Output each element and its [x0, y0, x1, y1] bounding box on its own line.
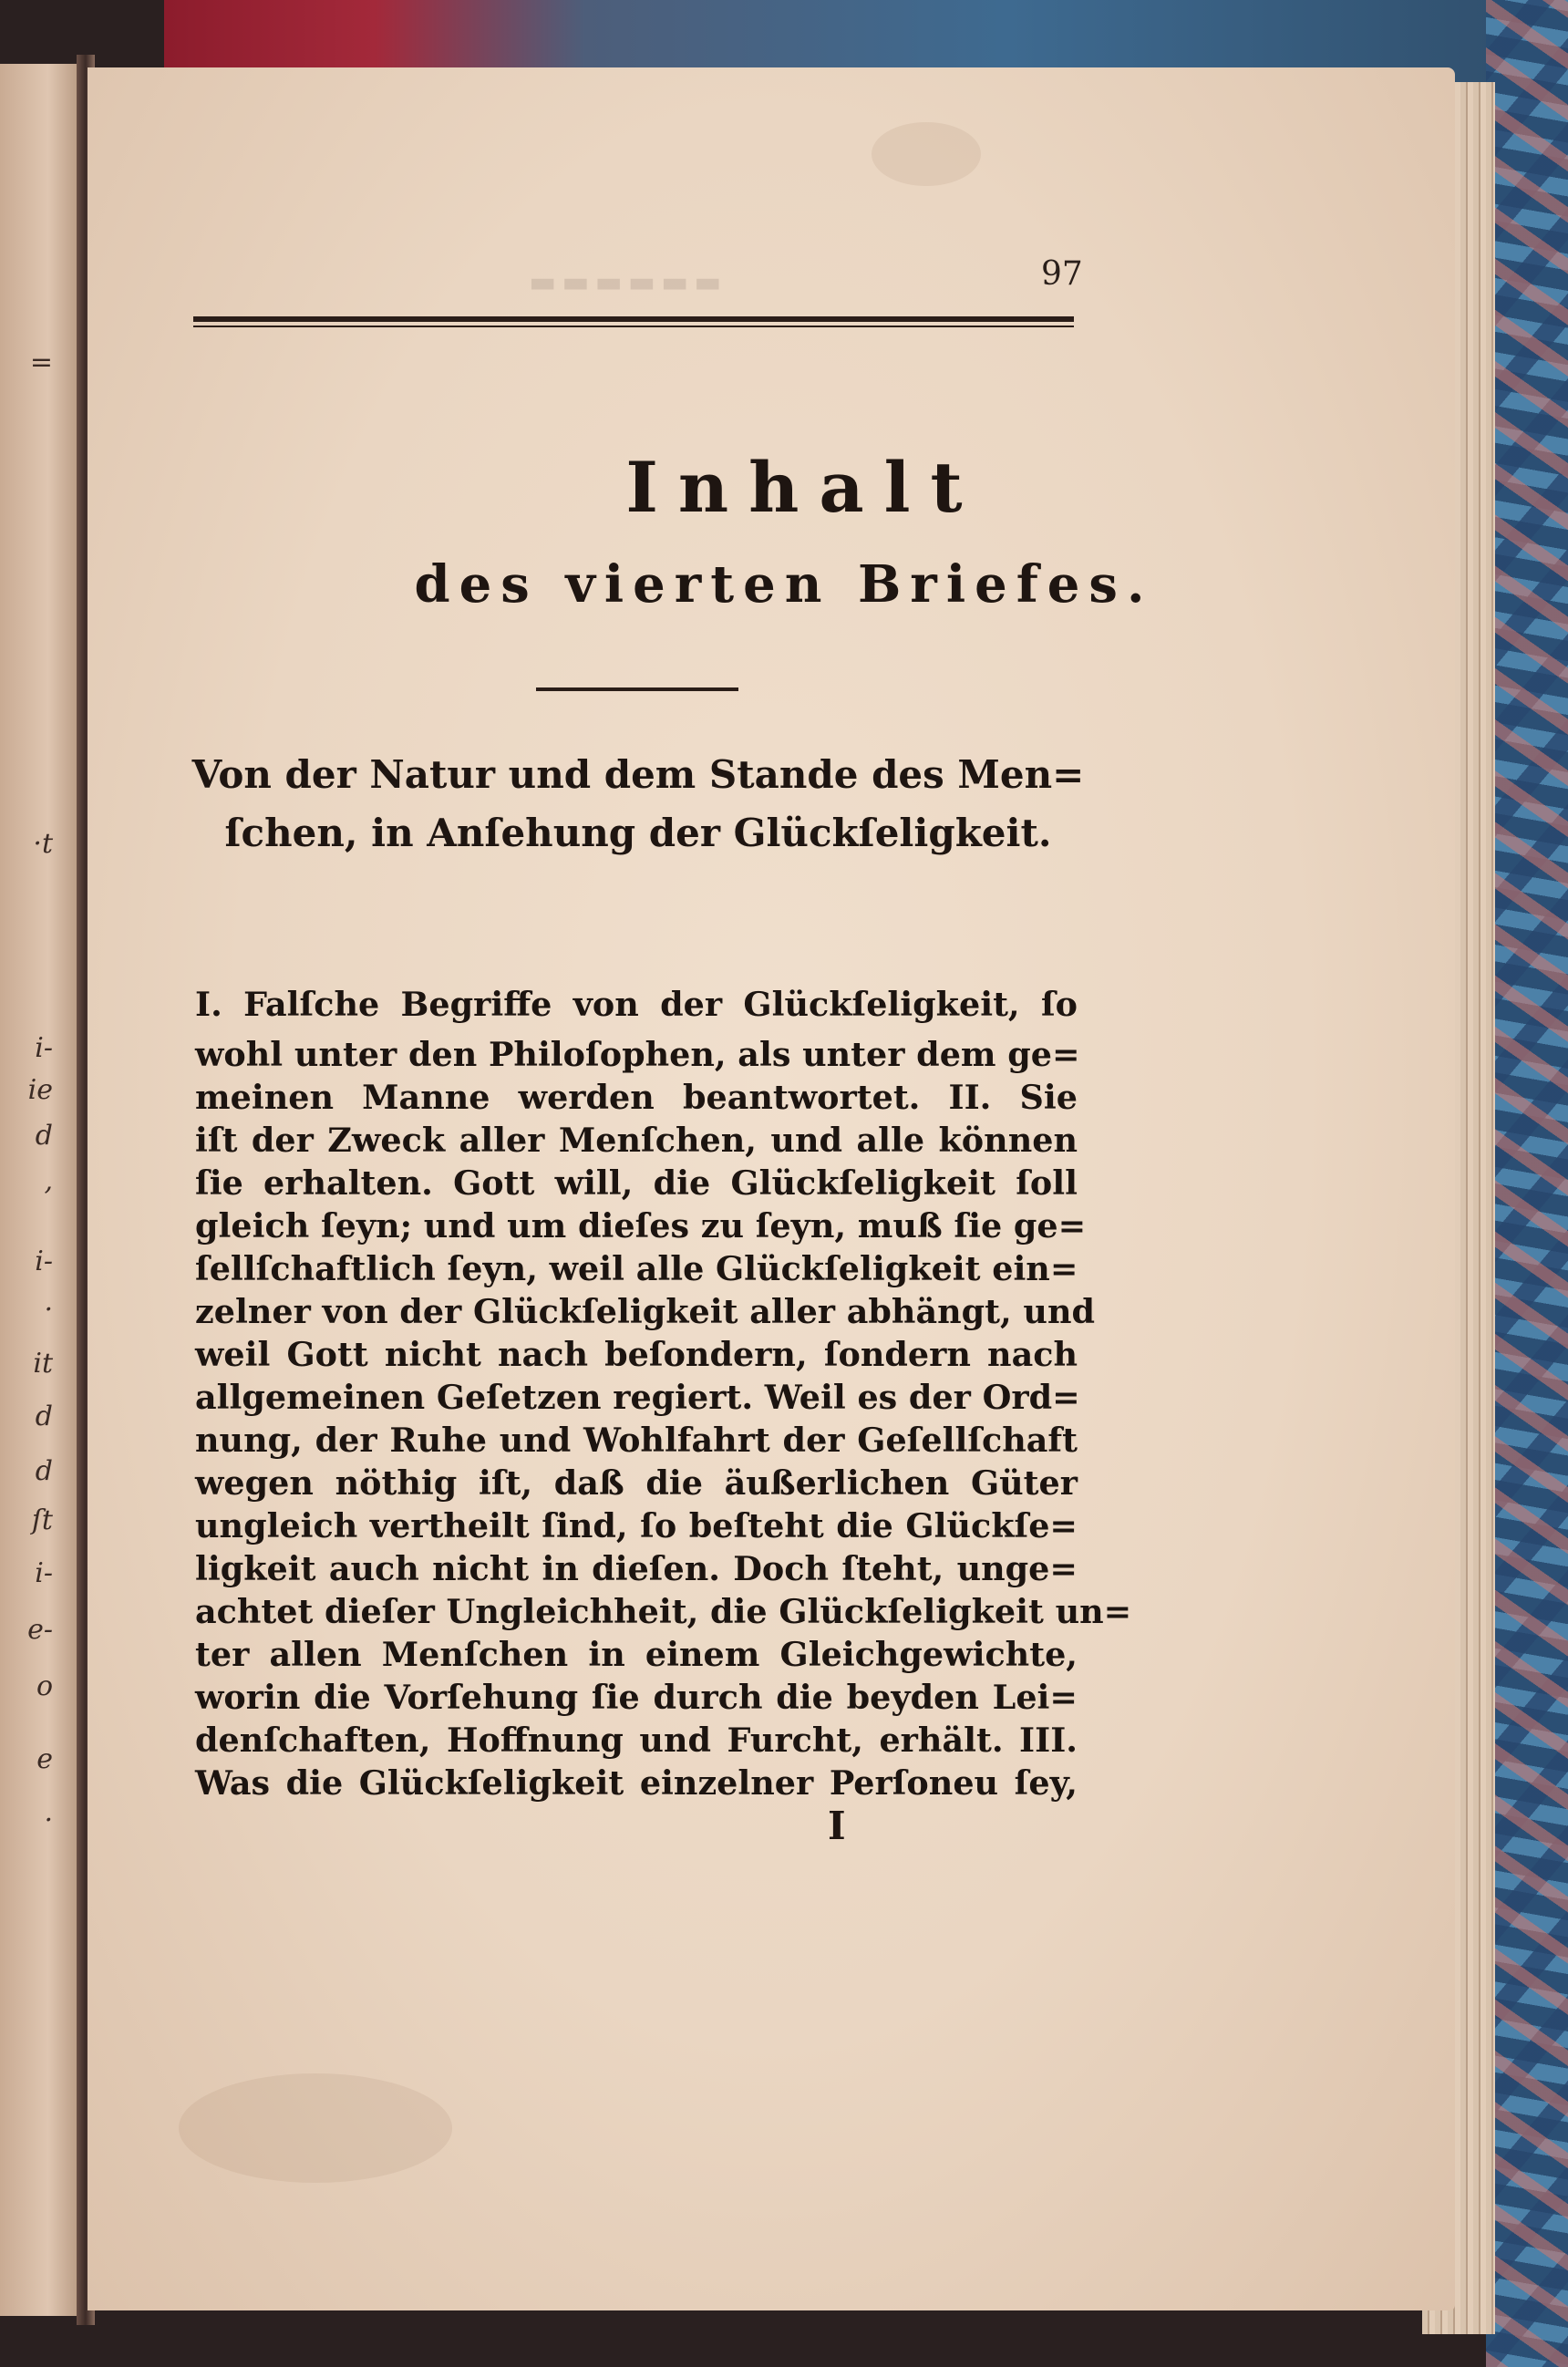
text-line: weil Gott nicht nach beſondern, ſondern nach: [195, 1335, 1078, 1374]
paper-stain: [872, 122, 981, 186]
left-fragment: ,: [44, 1165, 53, 1197]
text-line: achtet dieſer Ungleichheit, die Glückſeligkeit un=: [195, 1592, 1132, 1631]
left-fragment: ·t: [33, 828, 53, 860]
left-fragment: o: [36, 1670, 53, 1702]
bleed-through-header: ▬▬▬▬▬▬: [529, 264, 727, 299]
header-rule-thin: [193, 326, 1074, 327]
left-fragment: it: [33, 1348, 53, 1380]
left-fragment: e-: [27, 1614, 53, 1646]
marbled-cover-edge: [1486, 0, 1568, 2367]
left-fragment: i-: [35, 1246, 53, 1277]
subject-line: ſchen, in Anſehung der Glückſeligkeit.: [224, 811, 1052, 855]
text-line: allgemeinen Geſetzen regiert. Weil es der Ord=: [195, 1378, 1080, 1417]
text-line: ungleich vertheilt ſind, ſo beſteht die Glückſe=: [195, 1506, 1078, 1545]
left-fragment: .: [44, 1796, 53, 1828]
header-rule-thick: [193, 316, 1074, 322]
left-fragment: e: [36, 1743, 53, 1775]
left-page-sliver: [0, 64, 80, 2316]
text-line: gleich ſeyn; und um dieſes zu ſeyn, muß ſie ge=: [195, 1206, 1087, 1246]
page-number: 97: [1041, 255, 1083, 293]
text-line: worin die Vorſehung ſie durch die beyden Lei=: [195, 1678, 1078, 1717]
left-fragment: d: [35, 1401, 53, 1432]
text-line: meinen Manne werden beantwortet. II. Sie: [195, 1078, 1078, 1117]
title-divider: [536, 687, 738, 691]
text-line: ter allen Menſchen in einem Gleichgewichte,: [195, 1635, 1078, 1674]
header-rule: [193, 316, 1074, 329]
paper-stain: [179, 2073, 452, 2183]
text-line: denſchaften, Hoffnung und Furcht, erhält. III.: [195, 1721, 1078, 1760]
chapter-subtitle: des vierten Briefes.: [414, 554, 1154, 615]
text-line: Was die Glückſeligkeit einzelner Perſoneu ſey,: [195, 1763, 1078, 1803]
text-line: nung, der Ruhe und Wohlfahrt der Geſellſchaft: [195, 1421, 1078, 1460]
chapter-title: Inhalt: [625, 447, 983, 528]
left-fragment: d: [35, 1120, 53, 1152]
subject-line: Von der Natur und dem Stande des Men=: [191, 752, 1085, 797]
text-line: ſie erhalten. Gott will, die Glückſeligkeit ſoll: [195, 1163, 1078, 1203]
left-fragment: ie: [27, 1074, 53, 1106]
text-line: iſt der Zweck aller Menſchen, und alle können: [195, 1121, 1078, 1160]
text-line: zelner von der Glückſeligkeit aller abhängt, und: [195, 1292, 1096, 1331]
text-line: ligkeit auch nicht in dieſen. Doch ſteht, unge=: [195, 1549, 1078, 1588]
text-line: ſellſchaftlich ſeyn, weil alle Glückſeligkeit ein=: [195, 1249, 1078, 1288]
chapter-subject: [182, 746, 1094, 863]
left-fragment: =: [29, 346, 53, 378]
text-line: wohl unter den Philoſophen, als unter dem ge=: [195, 1035, 1080, 1074]
left-fragment: i-: [35, 1032, 53, 1064]
left-fragment: d: [35, 1455, 53, 1487]
summary-paragraph: [195, 977, 1132, 1804]
signature-mark: I: [828, 1804, 846, 1848]
left-fragment: .: [44, 1286, 53, 1318]
left-fragment: i-: [35, 1557, 53, 1589]
left-fragment: ſt: [31, 1504, 53, 1536]
text-line: wegen nöthig iſt, daß die äußerlichen Güter: [195, 1463, 1078, 1503]
text-line: I. Falſche Begriffe von der Glückſeligkeit, ſo: [195, 985, 1078, 1024]
